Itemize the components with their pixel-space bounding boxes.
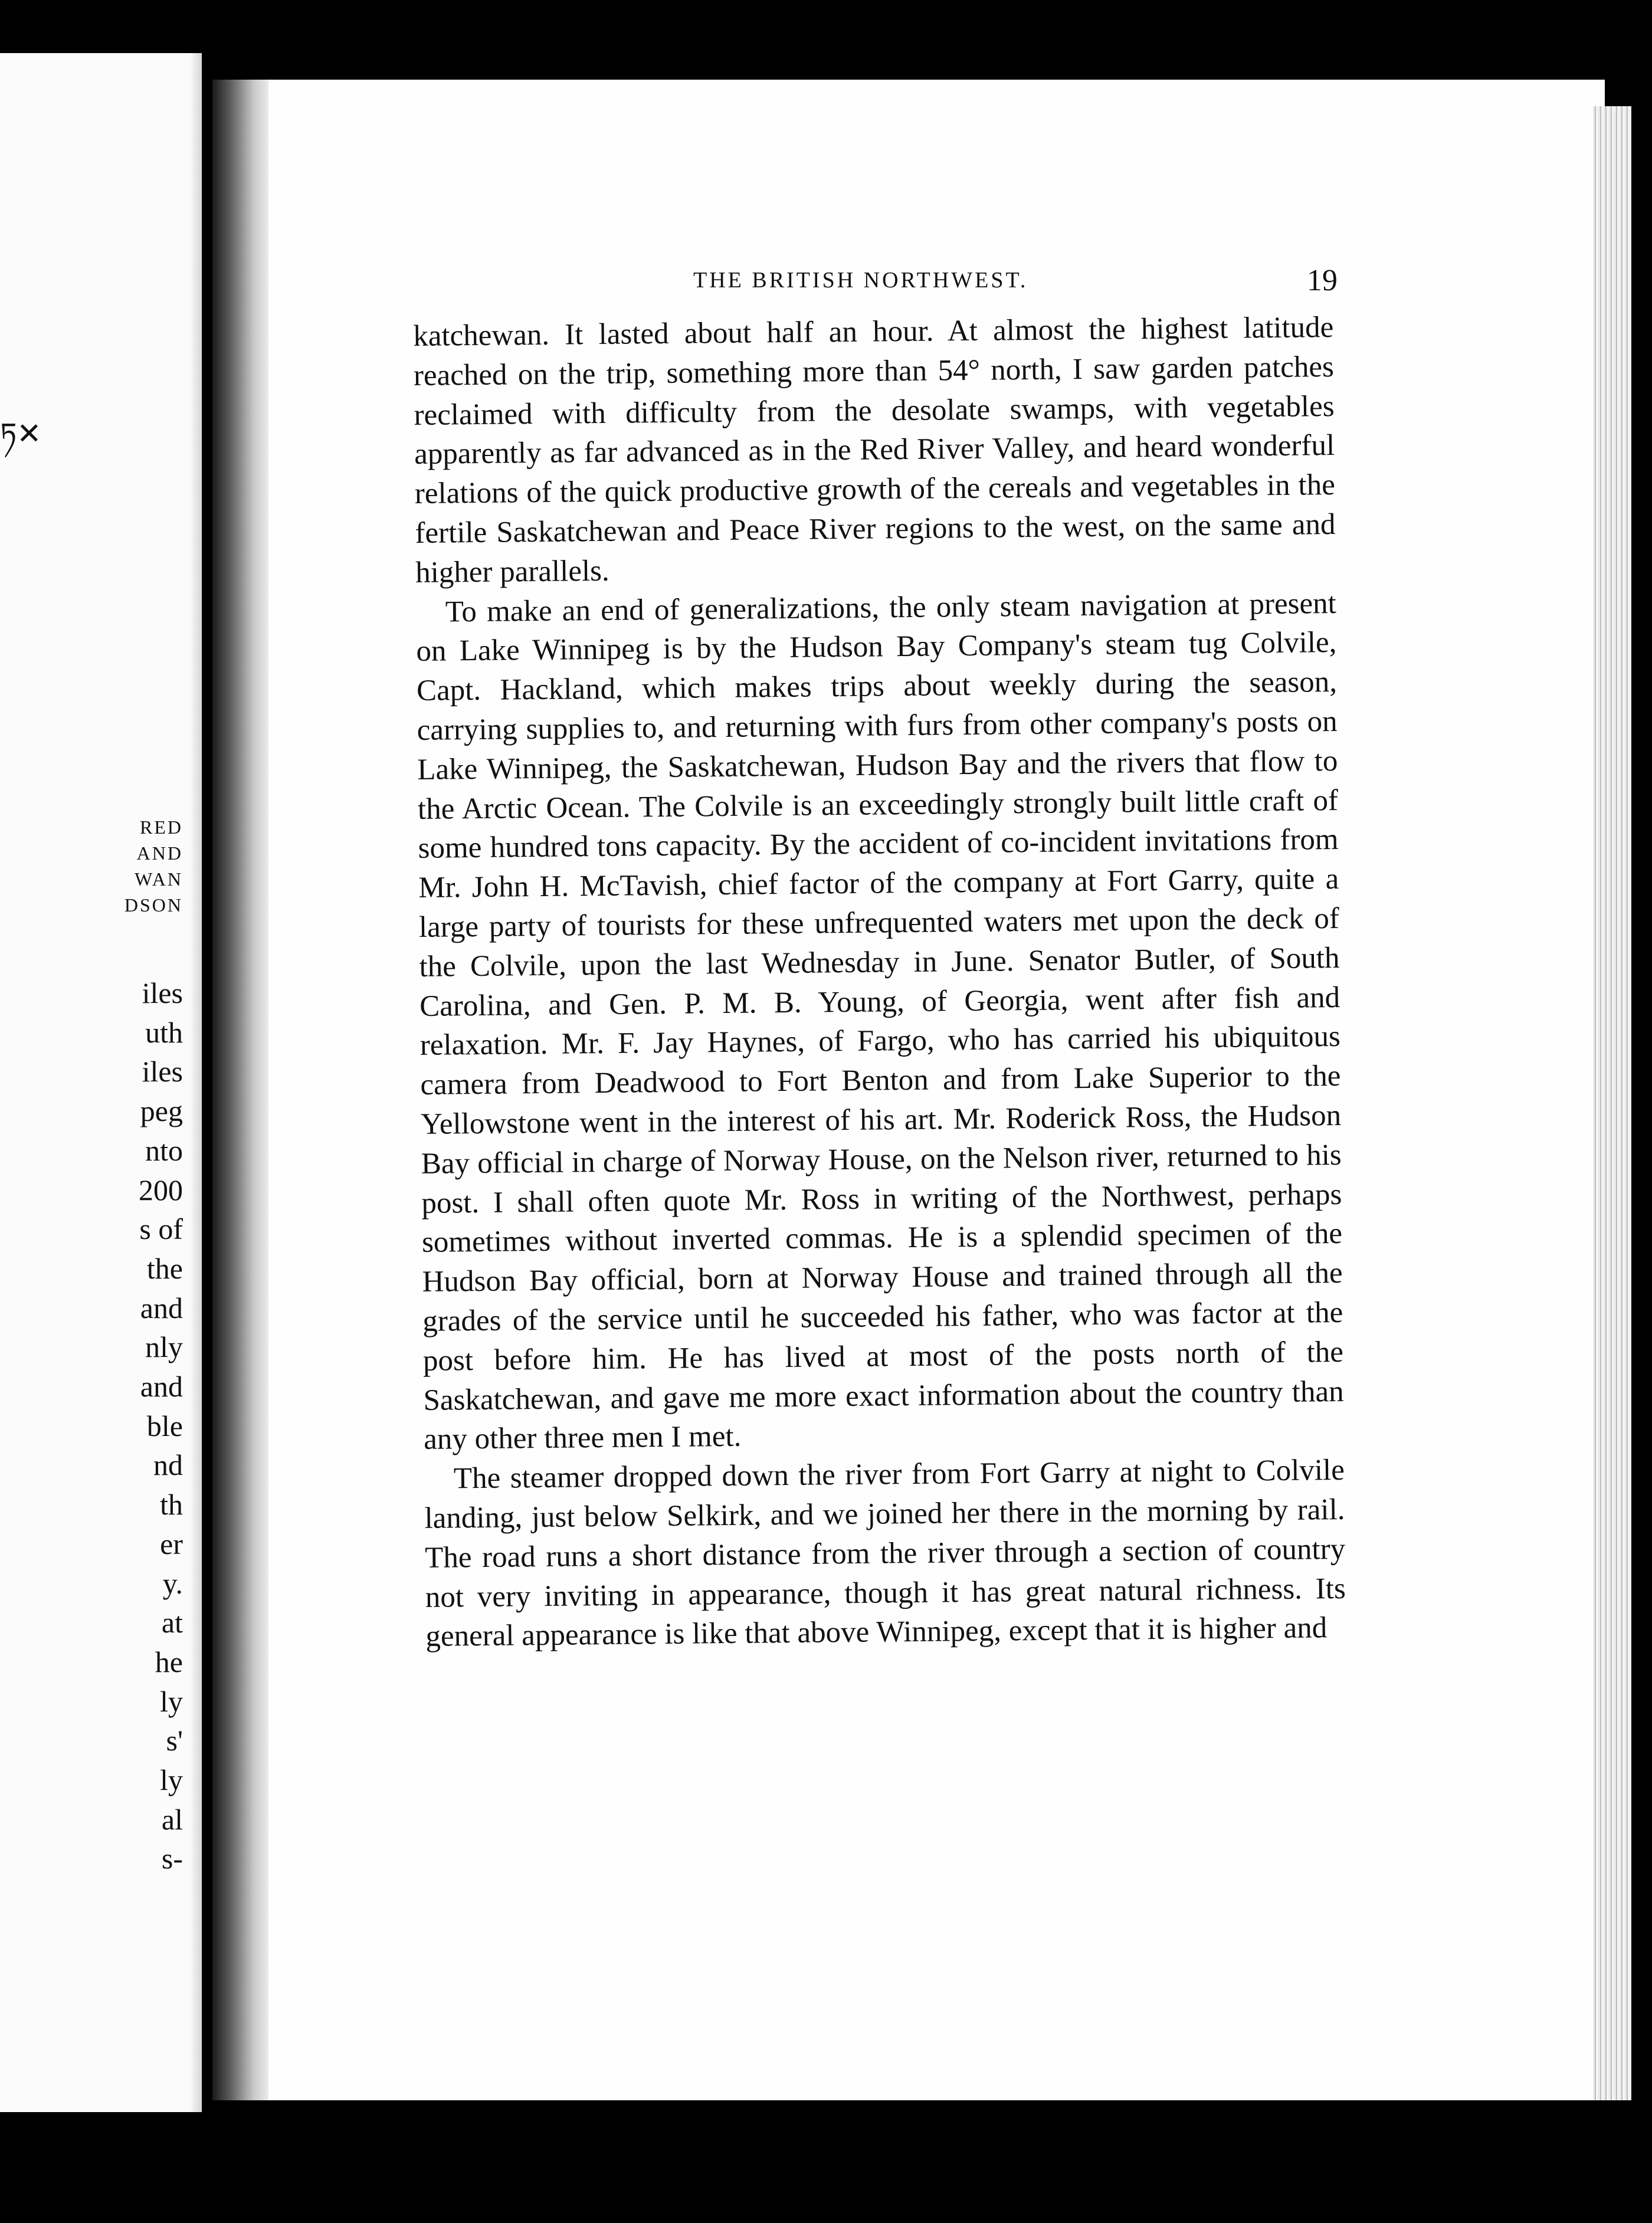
facing-page-left: [0, 53, 202, 2112]
running-head: THE BRITISH NORTHWEST.: [693, 268, 1028, 293]
left-cap-line: AND: [136, 842, 183, 864]
body-text: [413, 308, 1346, 1657]
left-line: al: [161, 1802, 183, 1836]
ornament-fragment: ཏ✕: [0, 417, 42, 450]
left-line: he: [155, 1645, 183, 1678]
left-line: at: [161, 1606, 183, 1640]
left-line: nd: [153, 1448, 183, 1482]
page-edge-stack: [1593, 106, 1631, 2100]
left-cap-line: DSON: [124, 894, 183, 916]
left-line: s-: [161, 1842, 183, 1876]
paragraph: katchewan. It lasted about half an hour. At almost the highest latitude reached on the trip, something more than 54° north, I saw garden patches reclaimed with difficulty from the desolate swamps, with vegetables apparently as far advanced as in the Red River Valley, and heard wonderful relations of the quick productive growth of the cereals and vegetables in the fertile Saskatchewan and Peace River regions to the west, on the same and higher parallels.: [413, 311, 1336, 589]
left-line: iles: [142, 1055, 183, 1088]
book-spine-shadow: [212, 80, 271, 2100]
left-line: s': [166, 1724, 183, 1758]
left-line: ly: [160, 1684, 183, 1718]
left-line: th: [160, 1488, 183, 1522]
left-line: s of: [139, 1212, 183, 1246]
left-line: y.: [162, 1566, 183, 1600]
paragraph: To make an end of generalizations, the only steam navigation at present on Lake Winnipeg is by the Hudson Bay Company's steam tug Colvile, Capt. Hackland, which makes trips about weekly during the season, carrying supplies to, and returning with furs from other company's posts on Lake Winnipeg, the Saskatchewan, Hudson Bay and the rivers that flow to the Arctic Ocean. The Colvile is an exceedingly strongly built little craft of some hundred tons capacity. By the accident of co-incident invitations from Mr. John H. McTavish, chief factor of the company at Fort Garry, quite a large party of tourists for these unfrequented waters met upon the deck of the Colvile, upon the last Wednesday in June. Senator Butler, of South Carolina, and Gen. P. M. B. Young, of Georgia, went after fish and relaxation. Mr. F. Jay Haynes, of Fargo, who has carried his ubiquitous camera from Deadwood to Fort Benton and from Lake Superior to the Yellowstone went in the interest of his art. Mr. Roderick Ross, the Hudson Bay official in charge of Norway House, on the Nelson river, returned to his post. I shall often quote Mr. Ross in writing of the Northwest, perhaps sometimes without inverted commas. He is a splendid specimen of the Hudson Bay official, born at Norway House and trained through all the grades of the service until he succeeded his father, who was factor at the post before him. He has lived at most of the posts north of the Saskatchewan, and gave me more exact information about the country than any other three men I met.: [416, 586, 1344, 1457]
left-line: uth: [145, 1015, 183, 1049]
left-line: the: [146, 1251, 183, 1285]
left-page-gutter-shadow: [190, 53, 201, 2112]
left-line: and: [140, 1370, 183, 1404]
left-line: er: [160, 1527, 183, 1560]
left-line: nto: [145, 1133, 183, 1167]
paragraph: The steamer dropped down the river from Fort Garry at night to Colvile landing, just below Selkirk, and we joined her there in the morning by rail. The road runs a short distance from the river through a section of country not very inviting in appearance, though it has great natural richness. Its general appearance is like that above Winnipeg, except that it is higher and: [424, 1454, 1346, 1654]
left-page-text-fragments: [139, 973, 183, 1878]
left-line: and: [140, 1291, 183, 1324]
left-line: ly: [160, 1763, 183, 1797]
left-line: 200: [139, 1173, 183, 1206]
left-line: iles: [142, 976, 183, 1009]
left-page-caps-fragment: [124, 814, 183, 918]
left-line: ble: [146, 1409, 183, 1442]
left-cap-line: WAN: [135, 868, 183, 890]
left-cap-line: RED: [140, 817, 183, 838]
left-line: peg: [140, 1094, 183, 1128]
page-number: 19: [1307, 264, 1338, 297]
left-line: nly: [145, 1330, 183, 1364]
